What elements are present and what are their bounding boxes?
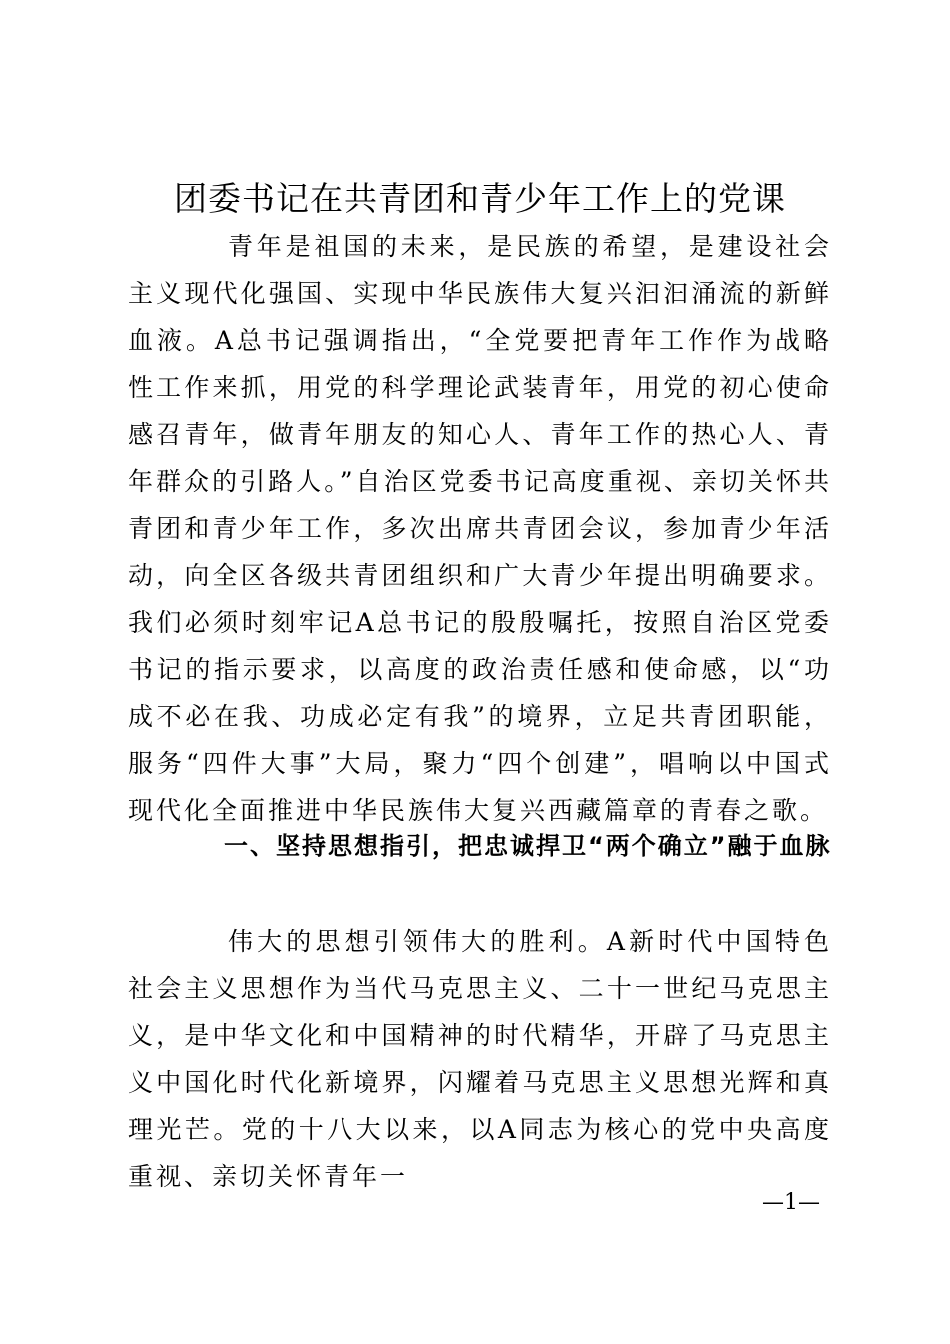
section-1-block xyxy=(128,822,832,870)
page-number: —1— xyxy=(762,1190,820,1215)
section-1-body xyxy=(128,918,832,1200)
section-heading-1: 一、坚持思想指引，把忠诚捍卫“两个确立”融于血脉 xyxy=(224,832,832,860)
document-title: 团委书记在共青团和青少年工作上的党课 xyxy=(174,179,786,218)
intro-block xyxy=(128,223,832,834)
body-paragraph-intro: 青年是祖国的未来，是民族的希望，是建设社会主义现代化强国、实现中华民族伟大复兴汩汩涌流的新鲜血液。A总书记强调指出，“全党要把青年工作作为战略性工作来抓，用党的科学理论武装青年，用党的初心使命感召青年，做青年朋友的知心人、青年工作的热心人、青年群众的引路人。”自治区党委书记高度重视、亲切关怀共青团和青少年工作，多次出席共青团会议，参加青少年活动，向全区各级共青团组织和广大青少年提出明确要求。我们必须时刻牢记A总书记的殷殷嘱托，按照自治区党委书记的指示要求，以高度的政治责任感和使命感，以“功成不必在我、功成必定有我”的境界，立足共青团职能，服务“四件大事”大局，聚力“四个创建”，唱响以中国式现代化全面推进中华民族伟大复兴西藏篇章的青春之歌。 xyxy=(128,232,832,825)
body-paragraph-section-1: 伟大的思想引领伟大的胜利。A新时代中国特色社会主义思想作为当代马克思主义、二十一世纪马克思主义，是中华文化和中国精神的时代精华，开辟了马克思主义中国化时代化新境界，闪耀着马克思主义思想光辉和真理光芒。党的十八大以来，以A同志为核心的党中央高度重视、亲切关怀青年一 xyxy=(128,927,832,1191)
